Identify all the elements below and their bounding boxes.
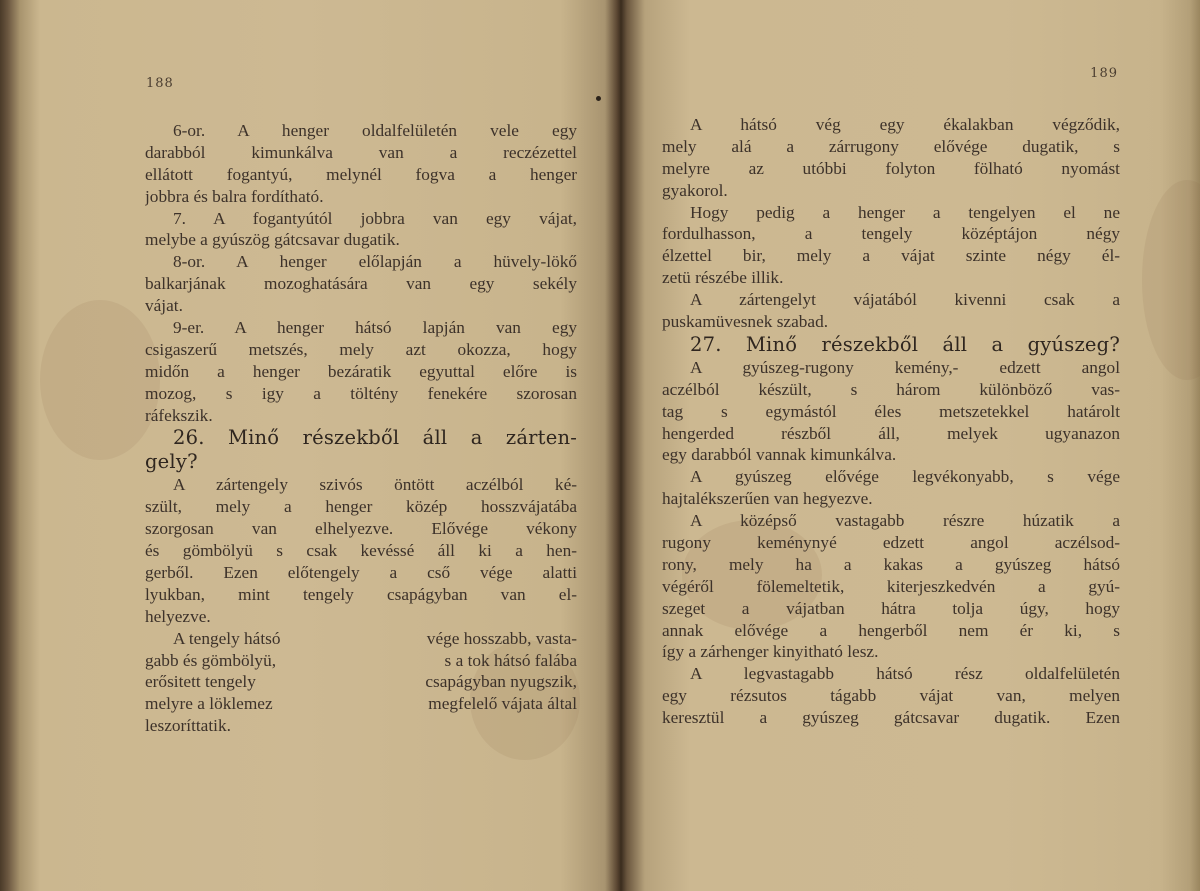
text-line — [145, 650, 577, 672]
text-line: hengerded részből áll, melyek ugyanazon — [662, 423, 1120, 443]
text-line: puskamüvesnek szabad. — [662, 312, 829, 332]
text-line: aczélból készült, s három különböző vas- — [662, 379, 1120, 399]
text-line: gerből. Ezen előtengely a cső vége alatti — [145, 563, 577, 583]
text-line: lyukban, mint tengely csapágyban van el- — [145, 584, 577, 604]
text-line: mozog, s igy a töltény fenekére szorosan — [145, 383, 577, 403]
text-line — [145, 693, 577, 715]
text-line: A gyúszeg-rugony kemény,- edzett angol — [690, 357, 1120, 377]
text-fragment: erősitett tengely — [145, 672, 256, 692]
text-line: helyezve. — [145, 606, 211, 626]
text-line — [145, 671, 577, 693]
text-line: tag s egymástól éles metszetekkel határolt — [662, 401, 1120, 421]
text-fragment: s a tok hátsó falába — [444, 650, 577, 670]
paper-stain — [1142, 180, 1200, 380]
text-fragment: megfelelő vájata által — [428, 694, 577, 714]
right-page-text — [662, 114, 1120, 729]
text-line: melybe a gyúszög gátcsavar dugatik. — [145, 230, 400, 250]
text-line: rugony keménynyé edzett angol aczélsod- — [662, 533, 1120, 553]
text-line: egy rézsutos tágabb vájat van, melyen — [662, 686, 1120, 706]
text-fragment: A tengely hátsó — [173, 628, 281, 648]
text-fragment: gabb és gömbölyü, — [145, 650, 277, 670]
text-line: így a zárhenger kinyitható lesz. — [662, 642, 879, 662]
text-line: szült, mely a henger közép hosszvájatába — [145, 497, 577, 517]
text-line: A középső vastagabb részre húzatik a — [690, 511, 1120, 531]
text-line: keresztül a gyúszeg gátcsavar dugatik. Ezen — [662, 708, 1120, 728]
text-fragment: melyre a löklemez — [145, 694, 273, 714]
text-line: hajtalékszerűen van hegyezve. — [662, 489, 873, 509]
text-line: egy darabból vannak kimunkálva. — [662, 445, 897, 465]
text-line: melyre az utóbbi folyton fölható nyomást — [662, 158, 1120, 178]
text-line: A zártengelyt vájatából kivenni csak a — [690, 290, 1120, 310]
text-line: 7. A fogantyútól jobbra van egy vájat, — [173, 208, 577, 228]
text-line: szeget a vájatban hátra tolja úgy, hogy — [662, 598, 1120, 618]
text-line: A hátsó vég egy ékalakban végződik, — [690, 115, 1120, 134]
text-line: zetü részébe illik. — [662, 268, 784, 288]
text-fragment: csapágyban nyugszik, — [425, 672, 577, 692]
text-line: A legvastagabb hátsó rész oldalfelületén — [690, 664, 1120, 684]
text-line: vájat. — [145, 296, 183, 316]
section-heading: 26. Minő részekből áll a zárten- — [173, 426, 577, 450]
text-line: leszoríttatik. — [145, 716, 231, 736]
ink-dot — [596, 96, 601, 101]
text-line: 6-or. A henger oldalfelületén vele egy — [173, 121, 577, 140]
text-line: mely alá a zárrugony elővége dugatik, s — [662, 136, 1120, 156]
text-line: szorgosan van elhelyezve. Elővége vékony — [145, 519, 577, 539]
text-line — [145, 628, 577, 650]
text-line: A gyúszeg elővége legvékonyabb, s vége — [690, 467, 1120, 487]
text-line: balkarjának mozoghatására van egy sekély — [145, 274, 577, 294]
paper-stain — [40, 300, 160, 460]
page-number: 189 — [1090, 66, 1118, 81]
text-line: midőn a henger bezáratik egyuttal előre is — [145, 361, 577, 381]
text-line: annak elővége a hengerből nem ér ki, s — [662, 620, 1120, 640]
text-line: 9-er. A henger hátsó lapján van egy — [173, 318, 577, 338]
section-heading: gely? — [145, 450, 198, 474]
text-line: fordulhasson, a tengely középtájon négy — [662, 224, 1120, 244]
page-number: 188 — [146, 76, 174, 91]
text-line: 8-or. A henger előlapján a hüvely-lökő — [173, 252, 577, 272]
text-line: végéről fölemeltetik, kiterjeszkedvén a gyú- — [662, 576, 1120, 596]
section-heading: 27. Minő részekből áll a gyúszeg? — [690, 332, 1120, 356]
text-fragment: vége hosszabb, vasta- — [426, 628, 577, 648]
text-line: Hogy pedig a henger a tengelyen el ne — [690, 202, 1120, 222]
text-line: rony, mely ha a kakas a gyúszeg hátsó — [662, 554, 1120, 574]
right-page — [622, 0, 1200, 891]
text-line: gyakorol. — [662, 180, 728, 200]
text-line: jobbra és balra fordítható. — [145, 186, 324, 206]
text-line: ellátott fogantyú, melynél fogva a henger — [145, 164, 577, 184]
text-line: élzettel bir, mely a vájat szinte négy él- — [662, 246, 1120, 266]
text-line: és gömbölyü s csak kevéssé áll ki a hen- — [145, 541, 577, 561]
text-line: ráfekszik. — [145, 405, 213, 425]
text-line: csigaszerű metszés, mely azt okozza, hogy — [145, 339, 577, 359]
text-line: darabból kimunkálva van a reczézettel — [145, 142, 577, 162]
text-line: A zártengely szivós öntött aczélból ké- — [173, 475, 577, 495]
left-page-text — [145, 120, 577, 737]
